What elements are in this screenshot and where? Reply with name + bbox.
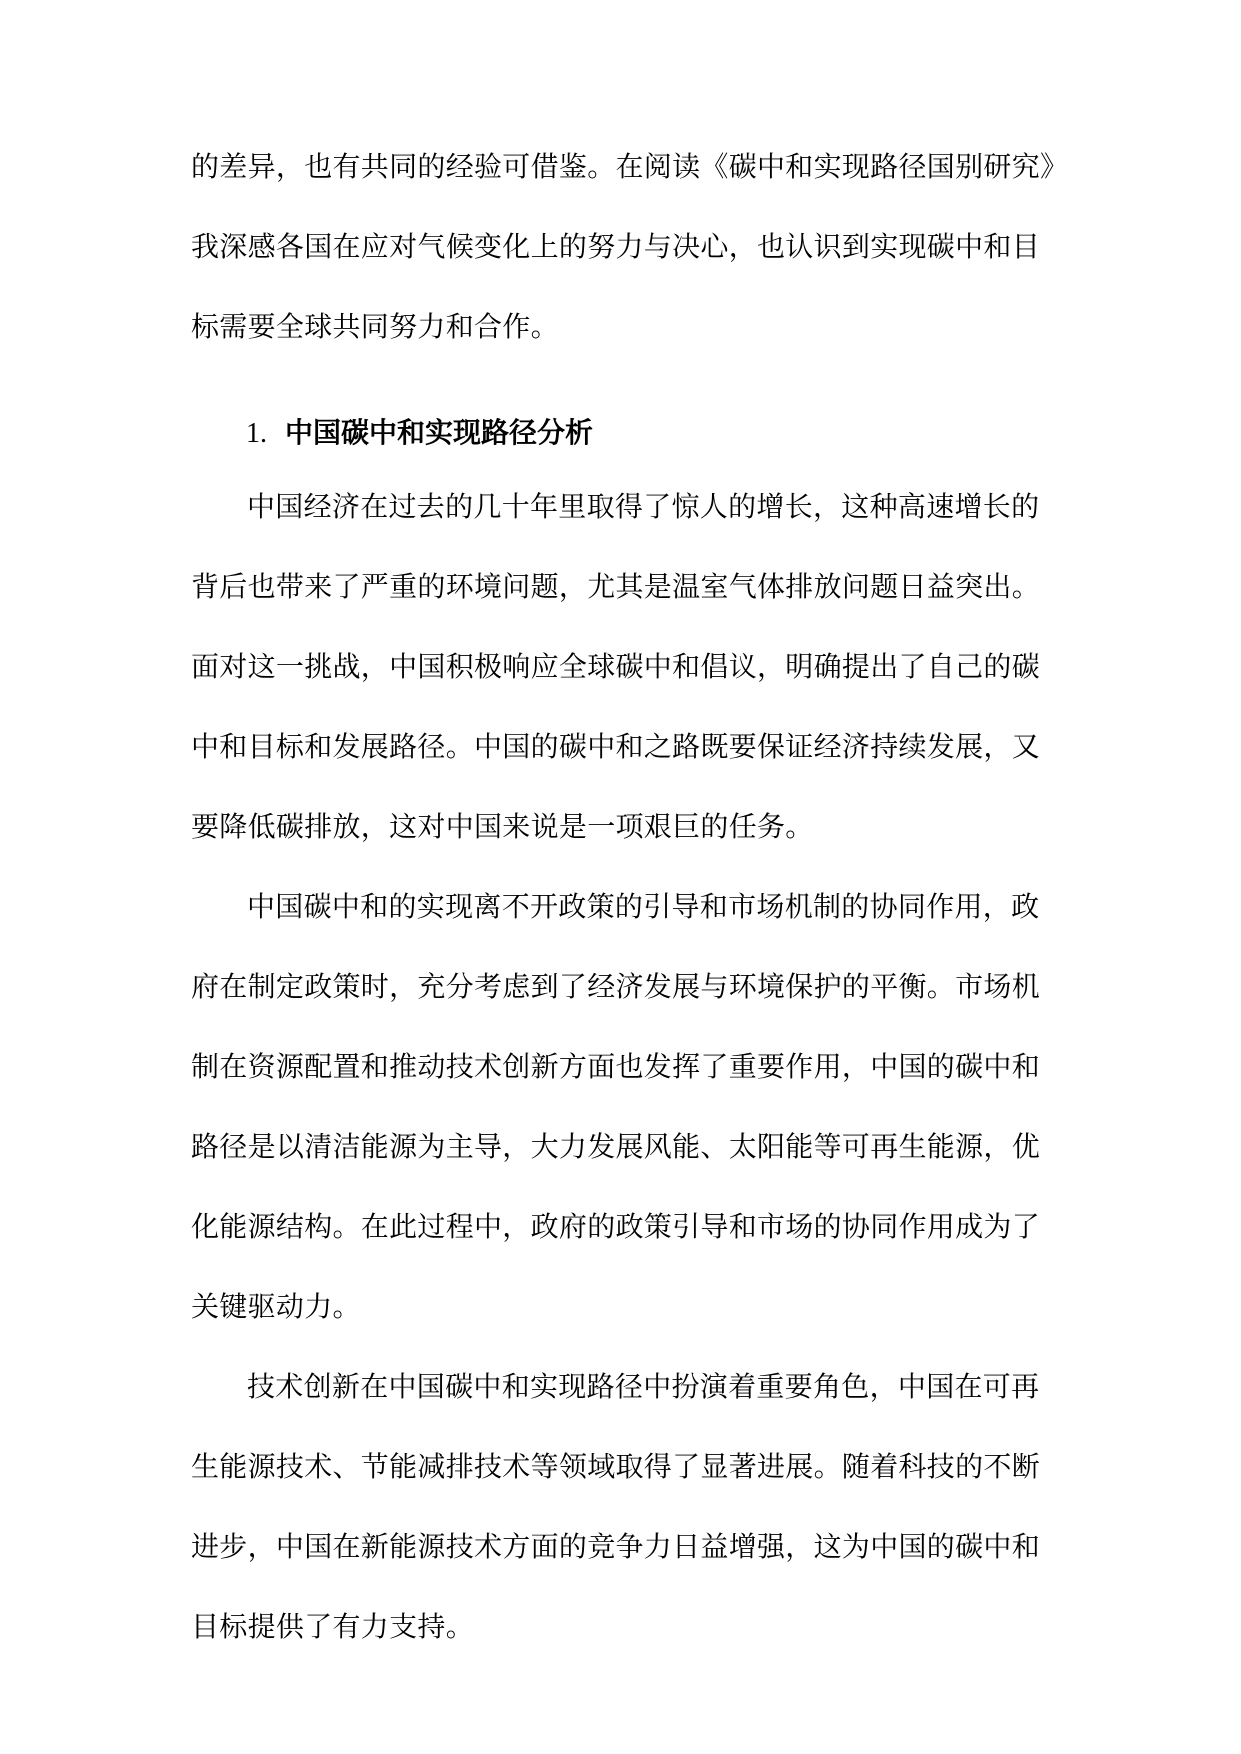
paragraph-2-line-3: 制在资源配置和推动技术创新方面也发挥了重要作用，中国的碳中和 (191, 1050, 1041, 1083)
paragraph-2-line-6: 关键驱动力。 (191, 1290, 361, 1323)
intro-line-1: 的差异，也有共同的经验可借鉴。在阅读《碳中和实现路径国别研究》 (191, 150, 1069, 183)
paragraph-1-line-1: 中国经济在过去的几十年里取得了惊人的增长，这种高速增长的 (247, 490, 1040, 523)
paragraph-2-line-1: 中国碳中和的实现离不开政策的引导和市场机制的协同作用，政 (247, 890, 1040, 923)
paragraph-1-line-5: 要降低碳排放，这对中国来说是一项艰巨的任务。 (191, 810, 814, 843)
paragraph-2-line-5: 化能源结构。在此过程中，政府的政策引导和市场的协同作用成为了 (191, 1210, 1041, 1243)
paragraph-2-line-2: 府在制定政策时，充分考虑到了经济发展与环境保护的平衡。市场机 (191, 970, 1041, 1003)
paragraph-1-line-3: 面对这一挑战，中国积极响应全球碳中和倡议，明确提出了自己的碳 (191, 650, 1041, 683)
paragraph-2-line-4: 路径是以清洁能源为主导，大力发展风能、太阳能等可再生能源，优 (191, 1130, 1041, 1163)
paragraph-1-line-2: 背后也带来了严重的环境问题，尤其是温室气体排放问题日益突出。 (191, 570, 1041, 603)
intro-line-3: 标需要全球共同努力和合作。 (191, 310, 559, 343)
section-number: 1. (246, 418, 267, 449)
paragraph-3-line-2: 生能源技术、节能减排技术等领域取得了显著进展。随着科技的不断 (191, 1450, 1041, 1483)
paragraph-3-line-3: 进步，中国在新能源技术方面的竞争力日益增强，这为中国的碳中和 (191, 1530, 1041, 1563)
paragraph-1-line-4: 中和目标和发展路径。中国的碳中和之路既要保证经济持续发展，又 (191, 730, 1041, 763)
section-heading (246, 413, 593, 454)
intro-line-2: 我深感各国在应对气候变化上的努力与决心，也认识到实现碳中和目 (191, 230, 1041, 263)
section-title: 中国碳中和实现路径分析 (285, 416, 594, 449)
paragraph-3-line-4: 目标提供了有力支持。 (191, 1610, 475, 1643)
paragraph-3-line-1: 技术创新在中国碳中和实现路径中扮演着重要角色，中国在可再 (247, 1370, 1040, 1403)
